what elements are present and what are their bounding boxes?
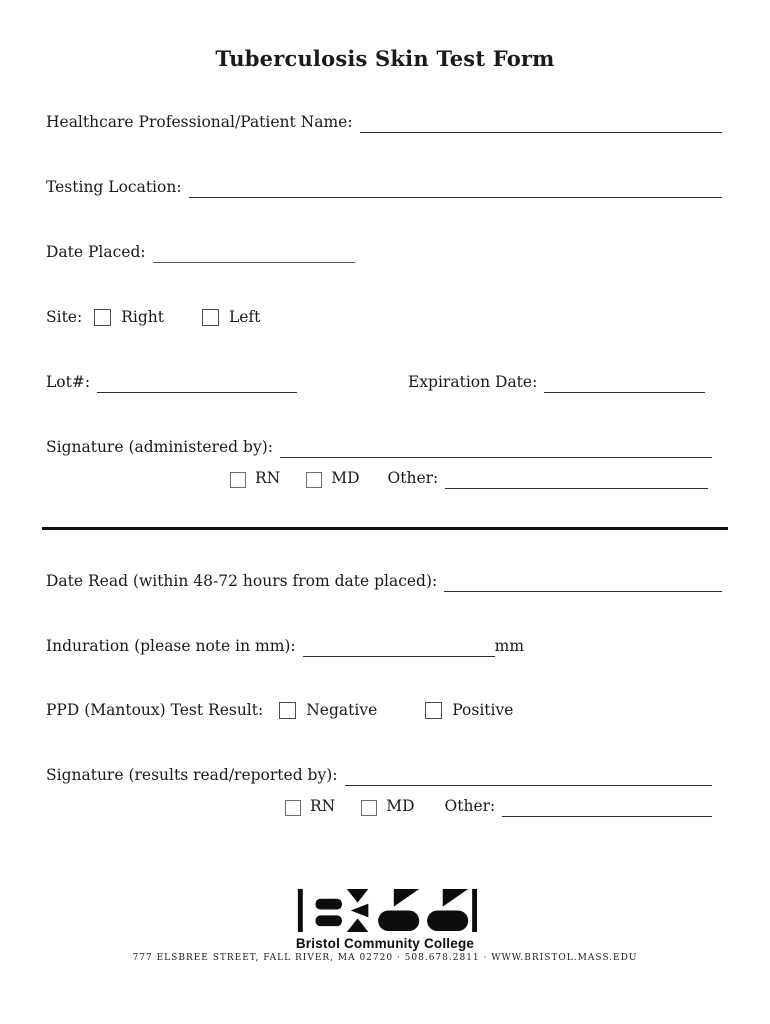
induration-input-line[interactable] xyxy=(303,637,495,657)
read-rn-checkbox[interactable] xyxy=(285,800,301,816)
site-label: Site: xyxy=(46,308,83,326)
site-row xyxy=(46,307,722,328)
lot-label: Lot#: xyxy=(46,373,91,391)
name-row xyxy=(46,112,722,133)
signature-admin-row xyxy=(46,437,712,458)
signature-read-row xyxy=(46,765,712,786)
form-title: Tuberculosis Skin Test Form xyxy=(215,46,555,71)
ppd-negative-checkbox[interactable] xyxy=(279,702,296,719)
footer-logo-block xyxy=(0,886,770,951)
read-md-label: MD xyxy=(386,797,415,815)
admin-other-label: Other: xyxy=(387,469,439,487)
location-label: Testing Location: xyxy=(46,178,182,196)
site-left-label: Left xyxy=(228,308,261,326)
signature-admin-label: Signature (administered by): xyxy=(46,438,273,456)
site-right-checkbox[interactable] xyxy=(94,309,111,326)
site-left-checkbox[interactable] xyxy=(202,309,219,326)
induration-unit: mm xyxy=(494,637,525,655)
date-read-input-line[interactable] xyxy=(444,572,722,592)
read-rn-label: RN xyxy=(310,797,336,815)
site-right-label: Right xyxy=(121,308,164,326)
admin-rn-label: RN xyxy=(255,469,281,487)
name-input-line[interactable] xyxy=(360,113,722,133)
induration-label: Induration (please note in mm): xyxy=(46,637,296,655)
date-read-row xyxy=(46,571,722,592)
ppd-positive-checkbox[interactable] xyxy=(425,702,442,719)
location-row xyxy=(46,177,722,198)
date-read-label: Date Read (within 48-72 hours from date placed): xyxy=(46,572,438,590)
induration-row xyxy=(46,636,722,657)
read-other-label: Other: xyxy=(444,797,496,815)
footer-address: 777 ELSBREE STREET, FALL RIVER, MA 02720 · 508.678.2811 · WWW.BRISTOL.MASS.EDU xyxy=(132,953,638,963)
expiration-label: Expiration Date: xyxy=(408,373,538,391)
admin-md-label: MD xyxy=(331,469,360,487)
admin-credentials-row xyxy=(230,468,708,489)
date-placed-row xyxy=(46,242,722,263)
read-other-input-line[interactable] xyxy=(502,797,712,817)
admin-other-input-line[interactable] xyxy=(445,469,708,489)
read-md-checkbox[interactable] xyxy=(361,800,377,816)
date-placed-input-line[interactable] xyxy=(153,243,355,263)
section-divider xyxy=(42,527,728,530)
expiration-input-line[interactable] xyxy=(544,373,705,393)
date-placed-label: Date Placed: xyxy=(46,243,146,261)
admin-rn-checkbox[interactable] xyxy=(230,472,246,488)
signature-read-label: Signature (results read/reported by): xyxy=(46,766,338,784)
college-name: Bristol Community College xyxy=(295,936,475,951)
lot-expiration-row xyxy=(46,372,722,393)
expiration-group xyxy=(408,372,705,393)
lot-input-line[interactable] xyxy=(97,373,297,393)
ppd-result-row xyxy=(46,700,722,721)
admin-md-checkbox[interactable] xyxy=(306,472,322,488)
ppd-result-label: PPD (Mantoux) Test Result: xyxy=(46,701,264,719)
bcc-logo-icon xyxy=(292,886,478,935)
name-label: Healthcare Professional/Patient Name: xyxy=(46,113,353,131)
signature-admin-input-line[interactable] xyxy=(280,438,712,458)
location-input-line[interactable] xyxy=(189,178,722,198)
ppd-negative-label: Negative xyxy=(306,701,378,719)
read-credentials-row xyxy=(285,796,712,817)
signature-read-input-line[interactable] xyxy=(345,766,713,786)
ppd-positive-label: Positive xyxy=(452,701,514,719)
